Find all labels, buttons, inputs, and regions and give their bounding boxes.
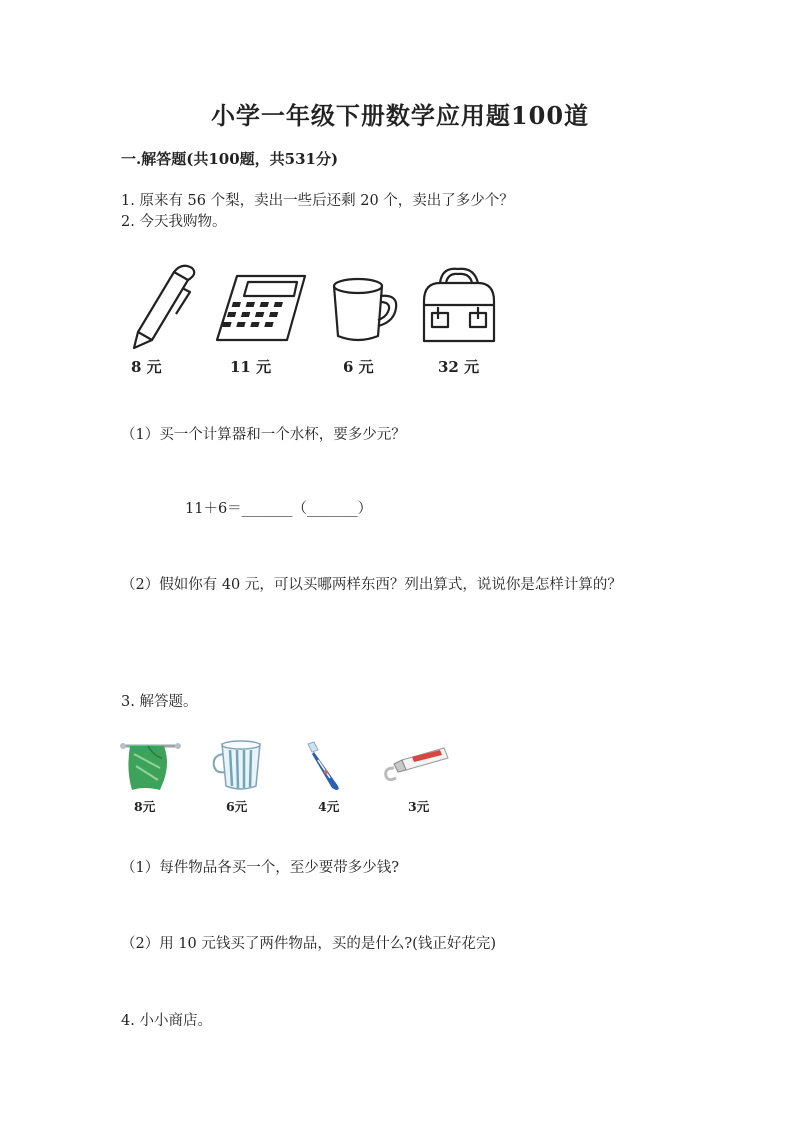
- question-2-text: 2. 今天我购物。: [121, 214, 227, 230]
- pen-icon: [128, 262, 200, 350]
- question-3-sub-1: （1）每件物品各买一个，至少要带多少钱?: [121, 860, 399, 876]
- toothpaste-price: 3元: [408, 799, 430, 814]
- question-3-text: 3. 解答题。: [121, 694, 198, 710]
- question-2-sub-2: （2）假如你有 40 元，可以买哪两样东西？列出算式，说说你是怎样计算的？: [121, 577, 622, 593]
- pen-price: 8 元: [131, 358, 162, 376]
- toothpaste-icon: [380, 746, 450, 786]
- striped-cup-price: 6元: [226, 799, 248, 814]
- calculator-price: 11 元: [230, 358, 272, 376]
- cup-icon: [330, 276, 402, 344]
- striped-cup-icon: [212, 740, 268, 794]
- section-header: 一.解答题(共100题，共531分): [121, 150, 339, 168]
- toothbrush-price: 4元: [318, 799, 340, 814]
- question-1-text: 1. 原来有 56 个梨，卖出一些后还剩 20 个，卖出了多少个？: [121, 193, 514, 209]
- toothbrush-icon: [304, 740, 344, 792]
- backpack-icon: [418, 265, 500, 347]
- backpack-price: 32 元: [438, 358, 480, 376]
- calculator-icon: [215, 272, 309, 344]
- question-4-text: 4. 小小商店。: [121, 1013, 212, 1029]
- cup-price: 6 元: [343, 358, 374, 376]
- page-title: 小学一年级下册数学应用题100道: [210, 101, 590, 130]
- question-3-sub-2: （2）用 10 元钱买了两件物品，买的是什么?(钱正好花完): [121, 936, 496, 952]
- question-2-equation: 11＋6＝_______（_______）: [185, 501, 373, 517]
- towel-price: 8元: [134, 799, 156, 814]
- towel-icon: [120, 740, 182, 792]
- question-2-sub-1: （1）买一个计算器和一个水杯，要多少元？: [121, 427, 406, 443]
